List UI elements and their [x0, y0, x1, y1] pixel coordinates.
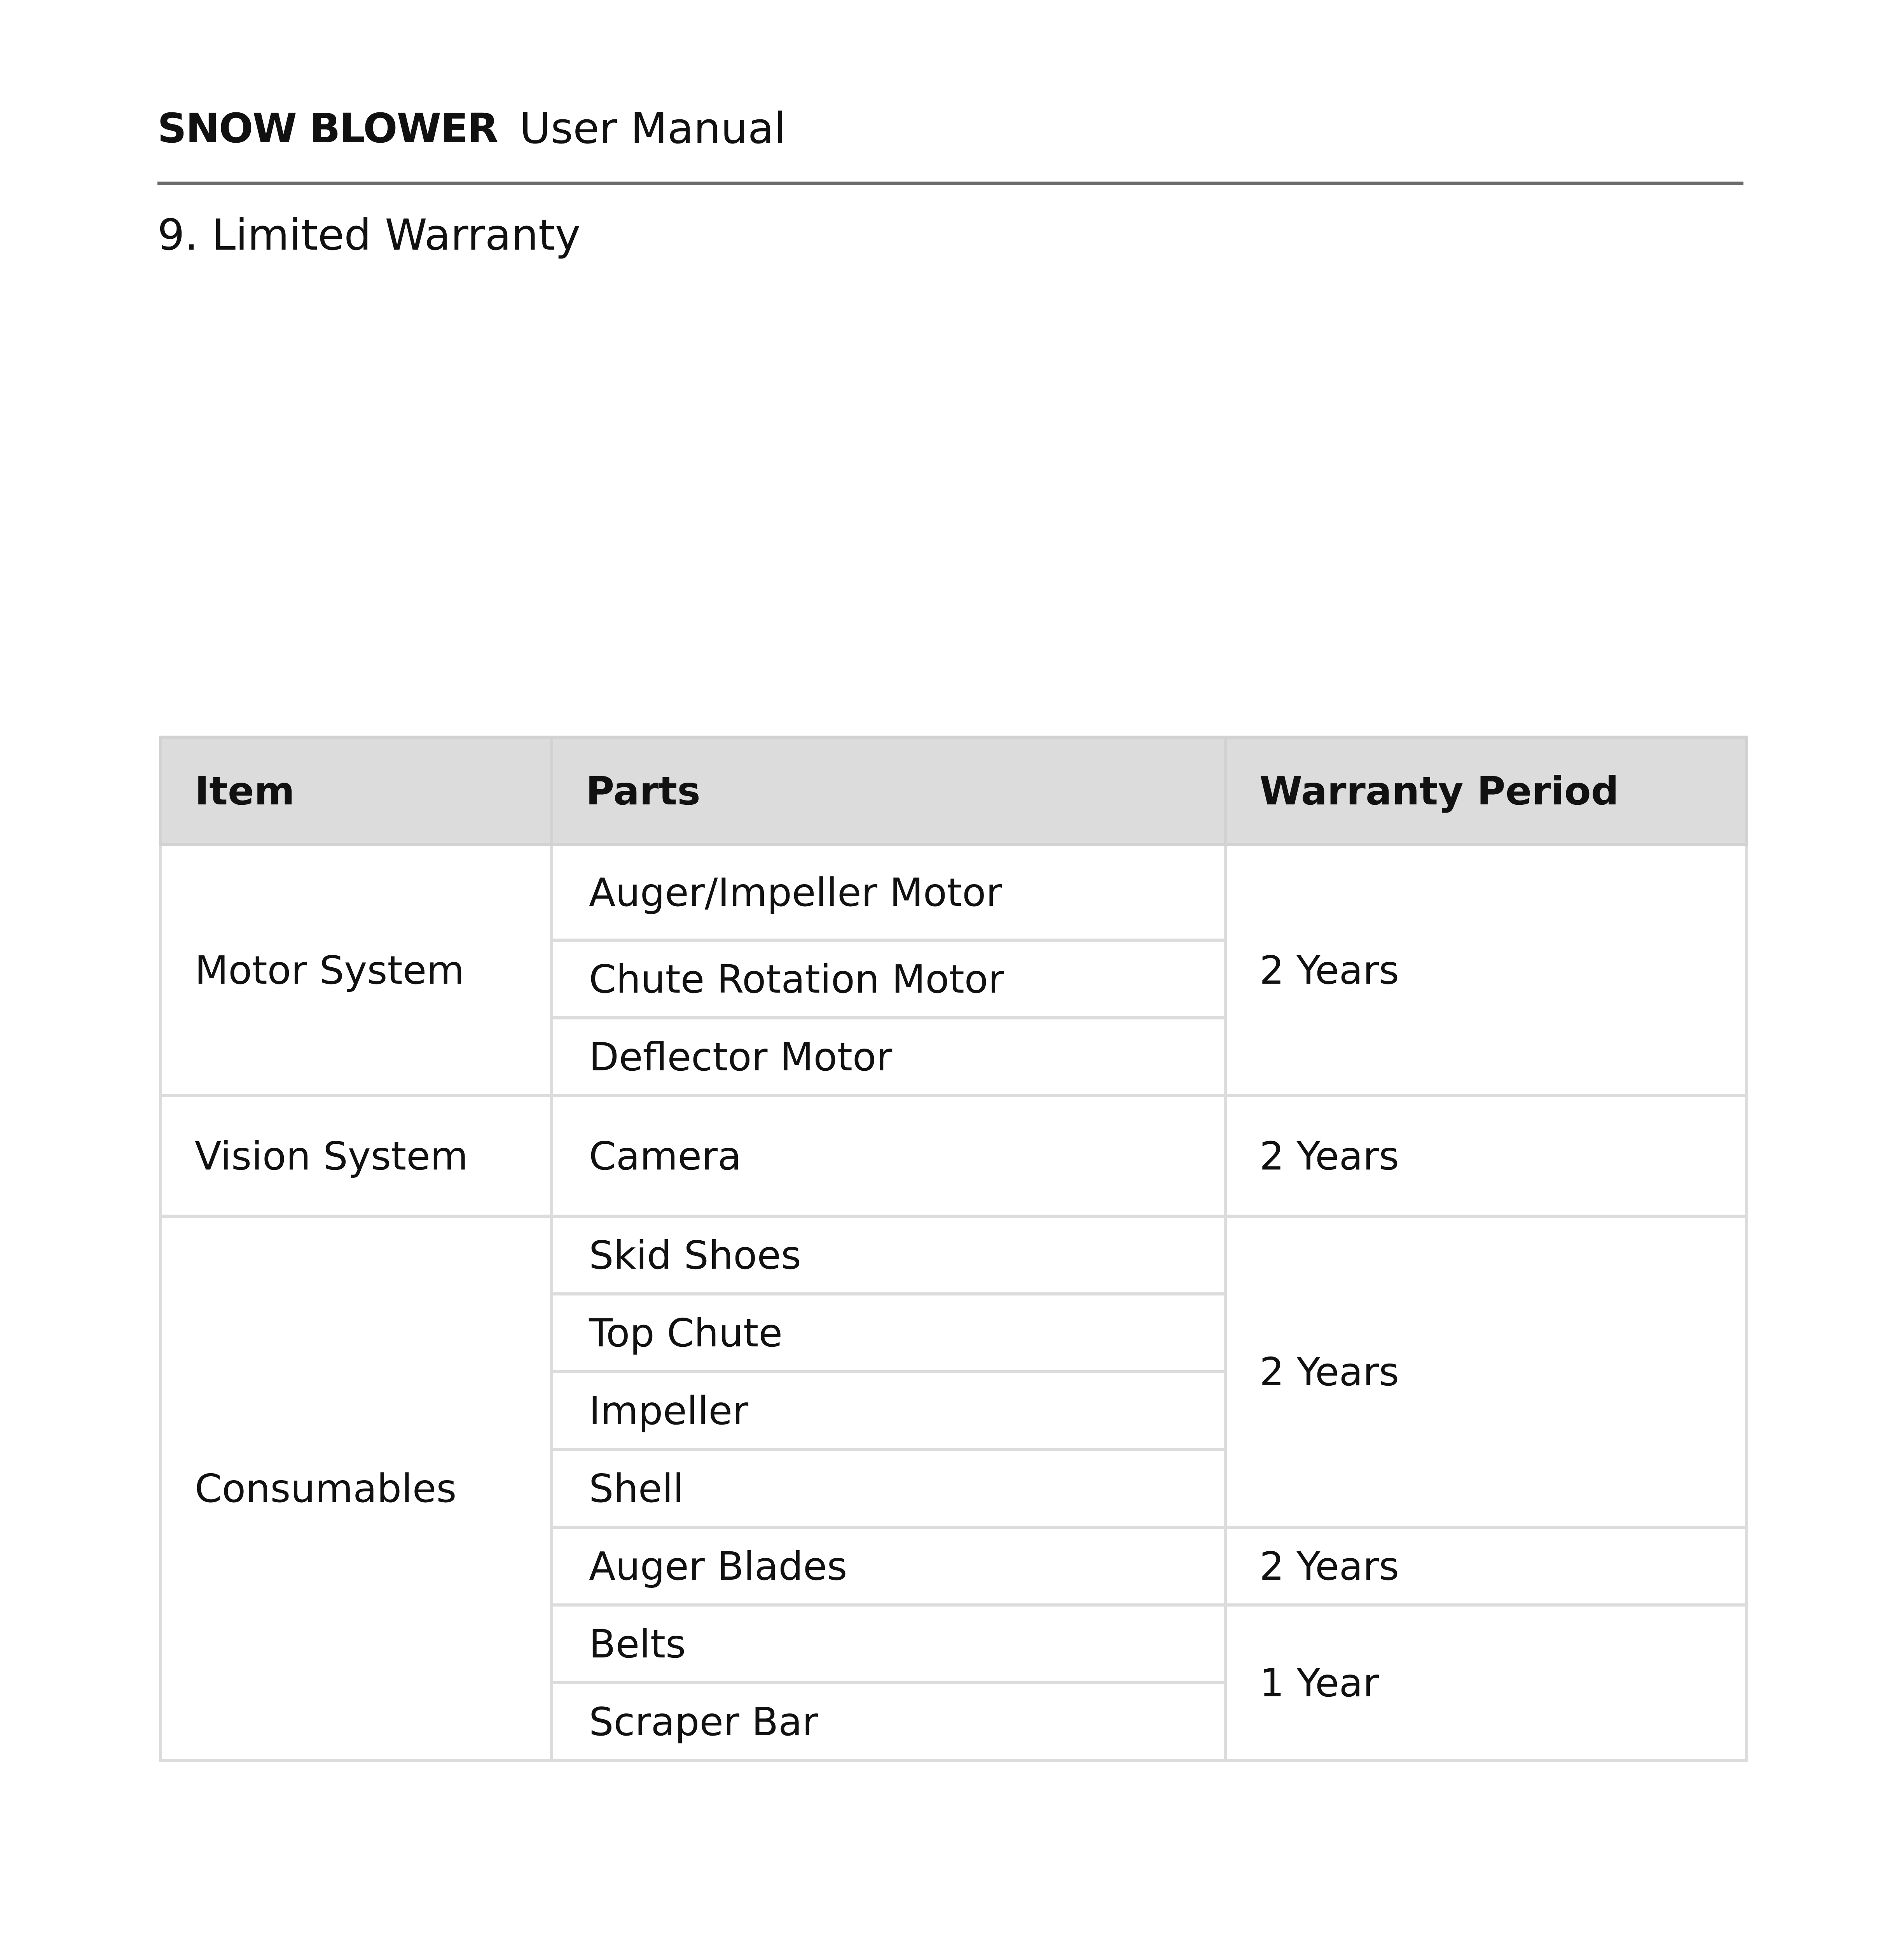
item-cell: Consumables [161, 1216, 552, 1760]
brand-title: SNOW BLOWER [157, 105, 498, 152]
part-cell: Camera [552, 1096, 1225, 1216]
warranty-period-cell: 2 Years [1225, 1527, 1747, 1605]
part-cell: Deflector Motor [552, 1018, 1225, 1096]
part-cell: Top Chute [552, 1294, 1225, 1372]
part-cell: Scraper Bar [552, 1683, 1225, 1760]
item-cell: Motor System [161, 844, 552, 1096]
table-row [161, 1096, 1747, 1216]
column-header-parts: Parts [552, 737, 1225, 844]
table-header-row [161, 737, 1747, 844]
item-cell: Vision System [161, 1096, 552, 1216]
part-cell: Auger Blades [552, 1527, 1225, 1605]
table-row [161, 1216, 1747, 1294]
part-cell: Auger/Impeller Motor [552, 844, 1225, 940]
document-header [157, 99, 786, 157]
part-cell: Chute Rotation Motor [552, 940, 1225, 1018]
part-cell: Skid Shoes [552, 1216, 1225, 1294]
section-title: 9. Limited Warranty [157, 210, 581, 260]
column-header-item: Item [161, 737, 552, 844]
warranty-table [159, 736, 1748, 1762]
part-cell: Belts [552, 1605, 1225, 1683]
manual-subtitle: User Manual [519, 103, 786, 153]
part-cell: Shell [552, 1449, 1225, 1527]
warranty-period-cell: 2 Years [1225, 844, 1747, 1096]
table-row [161, 844, 1747, 940]
warranty-period-cell: 2 Years [1225, 1096, 1747, 1216]
part-cell: Impeller [552, 1372, 1225, 1449]
warranty-period-cell: 2 Years [1225, 1216, 1747, 1527]
header-divider [157, 182, 1743, 185]
column-header-warranty-period: Warranty Period [1225, 737, 1747, 844]
warranty-period-cell: 1 Year [1225, 1605, 1747, 1760]
